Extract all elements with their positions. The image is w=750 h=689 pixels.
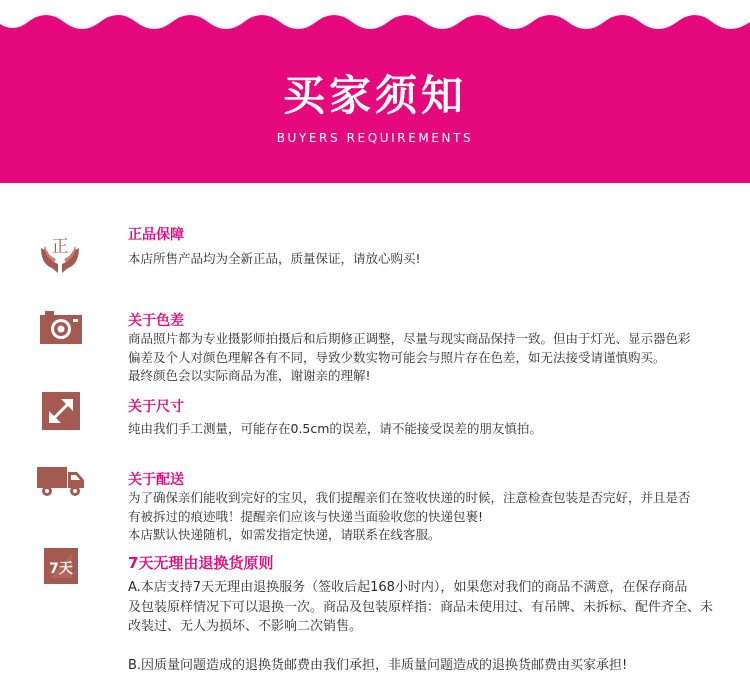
page-title: 买家须知 <box>282 71 467 120</box>
wave-border <box>0 0 750 36</box>
svg-text:正: 正 <box>51 237 69 257</box>
section-heading: 关于配送 <box>128 472 184 488</box>
delivery-truck-icon <box>37 467 85 497</box>
camera-icon <box>40 310 82 344</box>
section-text: 纯由我们手工测量，可能存在0.5cm的误差，请不能接受误差的朋友慎拍。 <box>128 421 542 436</box>
svg-text:7天: 7天 <box>49 561 73 577</box>
section-heading: 正品保障 <box>128 227 184 243</box>
header-banner <box>0 0 750 183</box>
section-text: 为了确保亲们能收到完好的宝贝，我们提醒亲们在签收快递的时候，注意检查包装是否完好，并且是否 有被拆过的痕迹哦！提醒亲们应该与快递当面验收您的快递包裹! 本店默认快递随机，如需发指定快递，请联系在线客服。 <box>128 490 691 542</box>
seven-day-return-icon <box>44 548 78 584</box>
section-heading: 7天无理由退换货原则 <box>128 554 274 572</box>
hands-genuine-icon <box>38 228 82 276</box>
section-text: 本店所售产品均为全新正品，质量保证，请放心购买! <box>128 251 421 266</box>
page-subtitle: BUYERS REQUIREMENTS <box>276 131 474 145</box>
section-text: 商品照片都为专业摄影师拍摄后和后期修正调整，尽量与现实商品保持一致。但由于灯光、显示器色彩 偏差及个人对颜色理解各有不同，导致少数实物可能会与照片存在色差，如无法接受请谨慎购买。 最终颜色会以实际商品为准，谢谢亲的理解! <box>128 331 691 383</box>
section-text: A.本店支持7天无理由退换服务（签收后起168小时内），如果您对我们的商品不满意，在保存商品 及包装原样情况下可以退换一次。商品及包装原样指：商品未使用过、有吊牌、未拆标、配件齐全、未 改装过、无人为损坏、不影响二次销售。 B.因质量问题造成的退换货邮费由我们承担，非质量问题造成的退换货邮费由买家承担! <box>128 580 714 673</box>
resize-arrow-icon <box>42 392 80 430</box>
section-heading: 关于尺寸 <box>128 399 184 415</box>
section-heading: 关于色差 <box>128 313 184 329</box>
